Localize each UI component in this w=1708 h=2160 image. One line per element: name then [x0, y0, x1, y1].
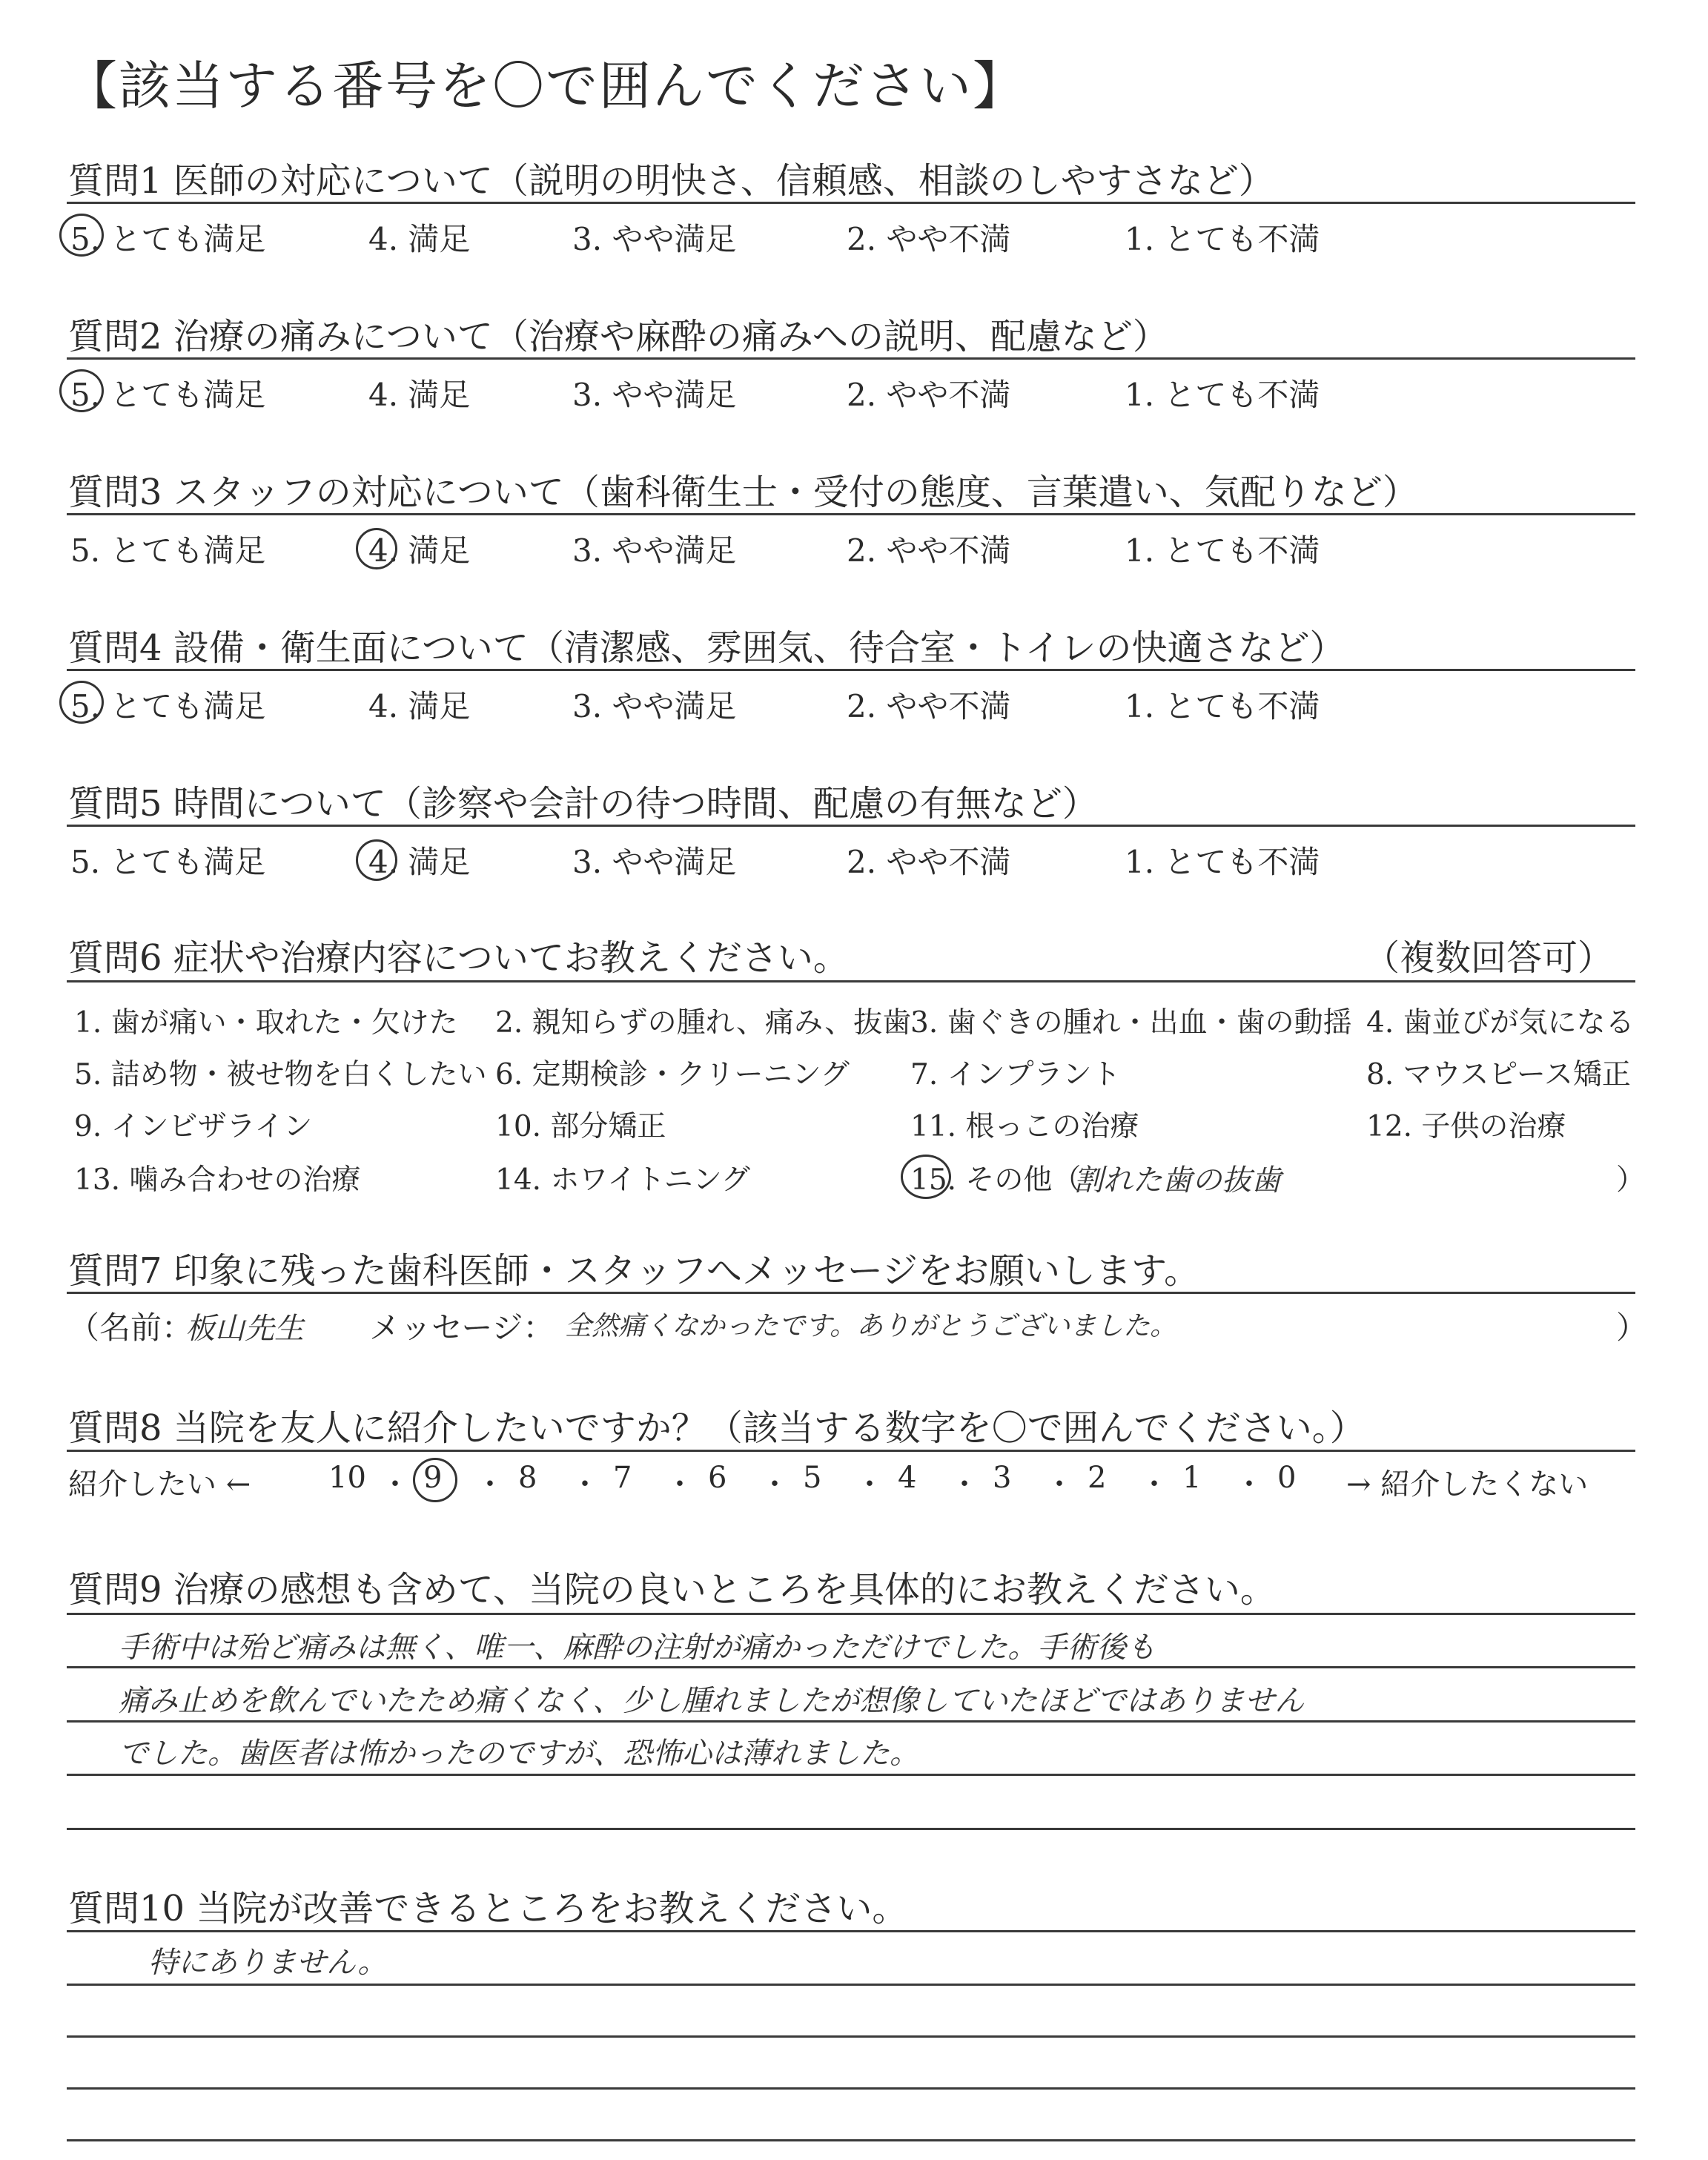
q2-option-2[interactable]: 2. やや不満 [847, 377, 1011, 413]
q6-item-7[interactable]: 7. インプラント [910, 1058, 1121, 1091]
q6-item-9[interactable]: 9. インビザライン [74, 1110, 313, 1143]
q8-scale-separator: ・ [1234, 1467, 1264, 1502]
q9-answer-line-2: 痛み止めを飲んでいたため痛くなく、少し腫れましたが想像していたほどではありません [119, 1684, 1305, 1718]
q9-rule-1 [67, 1666, 1635, 1668]
q8-scale-6[interactable]: 6 [708, 1461, 727, 1495]
q9-answer-line-3: でした。歯医者は怖かったのですが、恐怖心は薄れました。 [119, 1737, 919, 1771]
q8-title: 質問8 当院を友人に紹介したいですか？（該当する数字を〇で囲んでください。） [68, 1407, 1366, 1449]
q8-scale-4[interactable]: 4 [898, 1461, 917, 1495]
q6-rule [67, 980, 1635, 982]
q3-title: 質問3 スタッフの対応について（歯科衛生士・受付の態度、言葉遣い、気配りなど） [68, 472, 1418, 513]
q5-option-4[interactable]: 4. 満足 [368, 844, 471, 880]
q2-option-1[interactable]: 1. とても不満 [1125, 377, 1320, 413]
q1-option-3[interactable]: 3. やや満足 [572, 221, 737, 257]
q5-title: 質問5 時間について（診察や会計の待つ時間、配慮の有無など） [68, 783, 1098, 825]
q6-item-1[interactable]: 1. 歯が痛い・取れた・欠けた [74, 1006, 458, 1040]
q6-item-11[interactable]: 11. 根っこの治療 [910, 1110, 1139, 1143]
q8-scale-8[interactable]: 8 [518, 1461, 537, 1495]
q3-selection-circle [356, 528, 397, 569]
q1-option-2[interactable]: 2. やや不満 [847, 221, 1011, 257]
q2-option-5[interactable]: 5. とても満足 [70, 377, 266, 413]
q6-item-3[interactable]: 3. 歯ぐきの腫れ・出血・歯の動揺 [910, 1006, 1352, 1040]
q7-message-label: メッセージ： [369, 1309, 555, 1346]
q1-rule [67, 202, 1635, 204]
q3-option-5[interactable]: 5. とても満足 [70, 532, 266, 569]
q10-rule-3 [67, 2087, 1635, 2090]
q2-option-3[interactable]: 3. やや満足 [572, 377, 737, 413]
q10-title: 質問10 当院が改善できるところをお教えください。 [68, 1888, 908, 1929]
q2-title: 質問2 治療の痛みについて（治療や麻酔の痛みへの説明、配慮など） [68, 316, 1168, 357]
q6-item-5[interactable]: 5. 詰め物・被せ物を白くしたい [74, 1058, 487, 1091]
q8-rule [67, 1450, 1635, 1452]
q9-rule-0 [67, 1613, 1635, 1615]
q6-item-10[interactable]: 10. 部分矯正 [495, 1110, 666, 1143]
q6-selection-circle [901, 1155, 951, 1199]
q4-option-4[interactable]: 4. 満足 [368, 688, 471, 724]
q8-scale-separator: ・ [1139, 1467, 1169, 1502]
q6-item-13[interactable]: 13. 噛み合わせの治療 [74, 1163, 361, 1197]
q8-scale-0[interactable]: 0 [1277, 1461, 1297, 1495]
q6-title: 質問6 症状や治療内容についてお教えください。 [68, 937, 849, 979]
q2-option-4[interactable]: 4. 満足 [368, 377, 471, 413]
q3-option-4[interactable]: 4. 満足 [368, 532, 471, 569]
q8-left-label: 紹介したい ← [68, 1467, 251, 1502]
q8-scale-10[interactable]: 10 [328, 1461, 366, 1495]
q2-rule [67, 357, 1635, 360]
q3-rule [67, 513, 1635, 515]
q8-scale-separator: ・ [380, 1467, 410, 1502]
q6-other-close: ） [1616, 1163, 1646, 1197]
q8-scale-5[interactable]: 5 [803, 1461, 822, 1495]
q1-option-5[interactable]: 5. とても満足 [70, 221, 266, 257]
q4-option-5[interactable]: 5. とても満足 [70, 688, 266, 724]
q8-right-label: → 紹介したくない [1346, 1467, 1589, 1502]
q8-scale-9[interactable]: 9 [423, 1461, 443, 1495]
q6-item-4[interactable]: 4. 歯並びが気になる [1366, 1006, 1635, 1040]
q1-title: 質問1 医師の対応について（説明の明快さ、信頼感、相談のしやすさなど） [68, 160, 1274, 202]
q1-option-4[interactable]: 4. 満足 [368, 221, 471, 257]
q5-option-3[interactable]: 3. やや満足 [572, 844, 737, 880]
q6-item-8[interactable]: 8. マウスピース矯正 [1366, 1058, 1631, 1091]
q7-close: ） [1616, 1309, 1648, 1346]
q7-message-value: 全然痛くなかったです。ありがとうございました。 [565, 1311, 1177, 1341]
q5-rule [67, 825, 1635, 827]
q8-scale-separator: ・ [570, 1467, 600, 1502]
q7-name-label: （名前： [68, 1309, 193, 1346]
q6-item-15[interactable]: 15. その他（ [910, 1163, 1082, 1197]
q8-scale-2[interactable]: 2 [1088, 1461, 1107, 1495]
q4-title: 質問4 設備・衛生面について（清潔感、雰囲気、待合室・トイレの快適さなど） [68, 627, 1345, 669]
q8-scale-separator: ・ [760, 1467, 790, 1502]
q6-item-14[interactable]: 14. ホワイトニング [495, 1163, 750, 1197]
q8-scale-separator: ・ [1045, 1467, 1074, 1502]
q10-rule-4 [67, 2139, 1635, 2141]
q5-option-5[interactable]: 5. とても満足 [70, 844, 266, 880]
q9-rule-3 [67, 1774, 1635, 1776]
q8-scale-7[interactable]: 7 [613, 1461, 632, 1495]
q10-answer-line-1: 特にありません。 [148, 1946, 388, 1980]
q8-scale-3[interactable]: 3 [993, 1461, 1012, 1495]
q10-rule-0 [67, 1930, 1635, 1932]
q4-rule [67, 669, 1635, 671]
q4-option-2[interactable]: 2. やや不満 [847, 688, 1011, 724]
q10-rule-2 [67, 2035, 1635, 2038]
q4-selection-circle [59, 681, 104, 724]
q3-option-1[interactable]: 1. とても不満 [1125, 532, 1320, 569]
q8-scale-separator: ・ [475, 1467, 505, 1502]
q5-option-1[interactable]: 1. とても不満 [1125, 844, 1320, 880]
q7-name-value: 板山先生 [185, 1312, 304, 1346]
q8-scale-separator: ・ [950, 1467, 979, 1502]
q10-rule-1 [67, 1984, 1635, 1986]
q6-item-12[interactable]: 12. 子供の治療 [1366, 1110, 1566, 1143]
q1-selection-circle [59, 214, 104, 257]
q3-option-2[interactable]: 2. やや不満 [847, 532, 1011, 569]
q4-option-1[interactable]: 1. とても不満 [1125, 688, 1320, 724]
q9-title: 質問9 治療の感想も含めて、当院の良いところを具体的にお教えください。 [68, 1569, 1276, 1611]
q3-option-3[interactable]: 3. やや満足 [572, 532, 737, 569]
q8-selection-circle [413, 1458, 457, 1502]
q7-title: 質問7 印象に残った歯科医師・スタッフへメッセージをお願いします。 [68, 1250, 1200, 1292]
q9-answer-line-1: 手術中は殆ど痛みは無く、唯一、麻酔の注射が痛かっただけでした。手術後も [119, 1631, 1156, 1665]
q6-note: （複数回答可） [1364, 937, 1614, 979]
q9-rule-2 [67, 1720, 1635, 1723]
q6-item-2[interactable]: 2. 親知らずの腫れ、痛み、抜歯 [495, 1006, 912, 1040]
q2-selection-circle [59, 369, 104, 412]
q4-option-3[interactable]: 3. やや満足 [572, 688, 737, 724]
q8-scale-separator: ・ [665, 1467, 695, 1502]
q5-selection-circle [356, 839, 397, 881]
q5-option-2[interactable]: 2. やや不満 [847, 844, 1011, 880]
q6-item-6[interactable]: 6. 定期検診・クリーニング [495, 1058, 850, 1091]
q8-scale-1[interactable]: 1 [1182, 1461, 1202, 1495]
q6-other-handwritten: 割れた歯の抜歯 [1073, 1163, 1281, 1198]
q7-rule [67, 1292, 1635, 1294]
form-header: 【該当する番号を〇で囲んでください】 [65, 56, 1026, 116]
q1-option-1[interactable]: 1. とても不満 [1125, 221, 1320, 257]
q8-scale-separator: ・ [855, 1467, 884, 1502]
q9-rule-4 [67, 1828, 1635, 1830]
